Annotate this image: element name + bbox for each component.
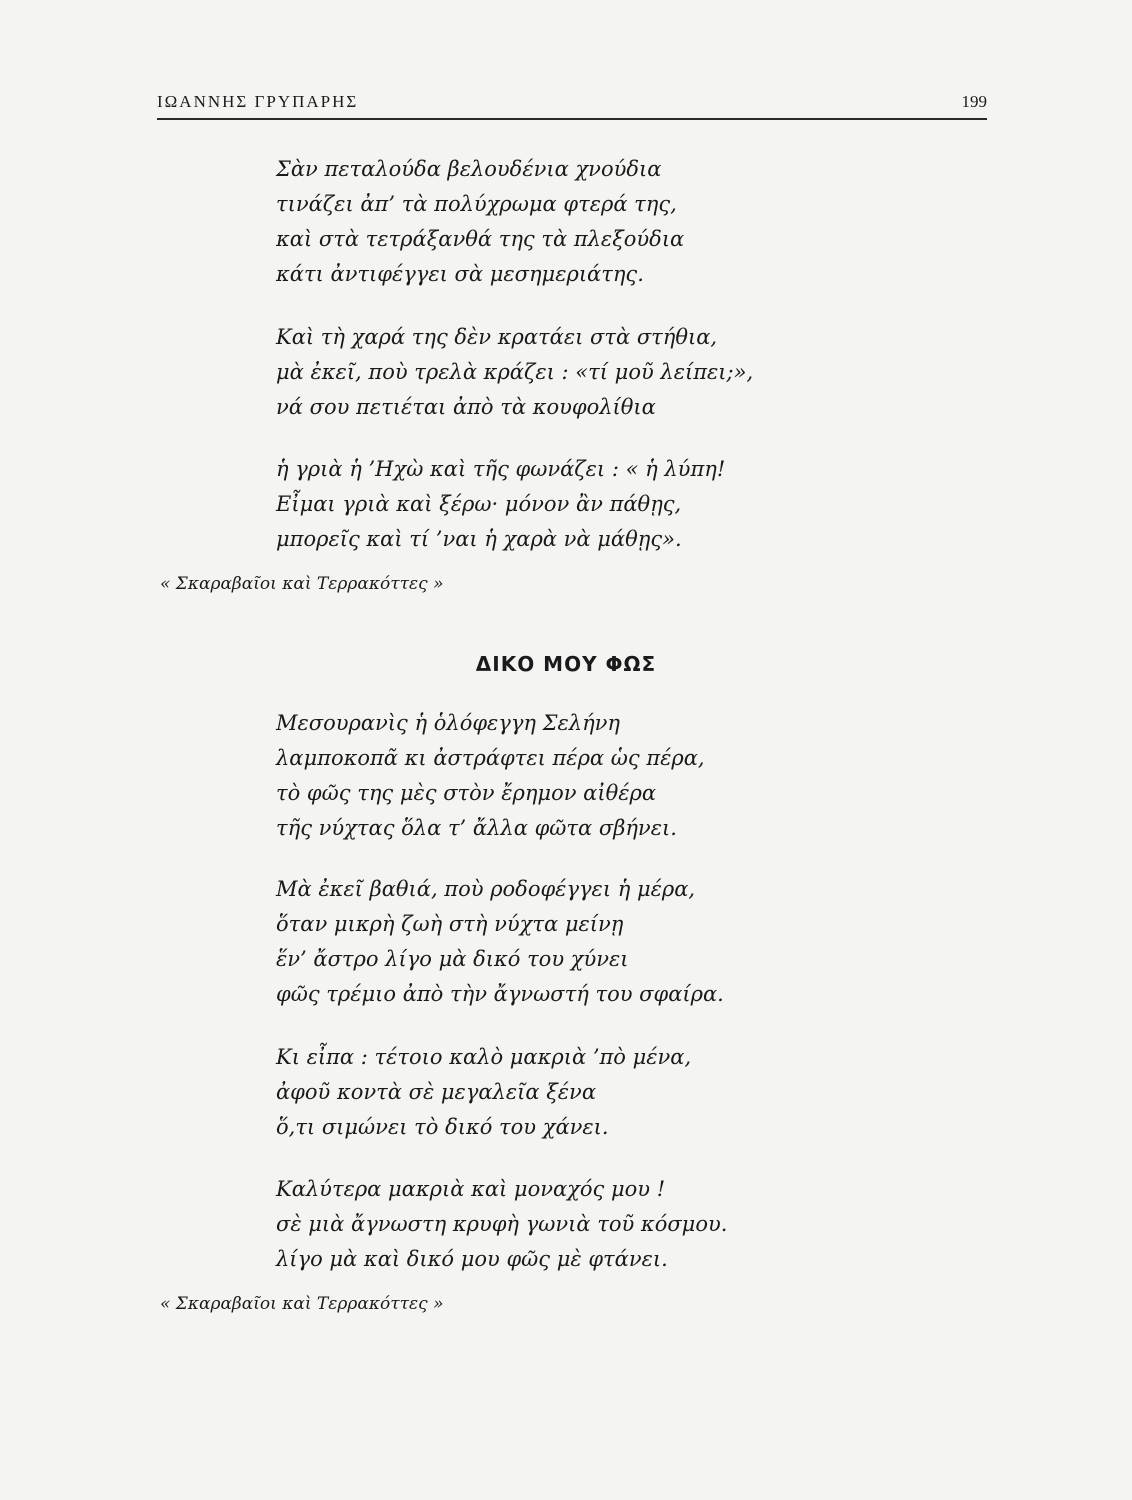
verse-line: σὲ μιὰ ἄγνωστη κρυφὴ γωνιὰ τοῦ κόσμου. [276,1212,728,1236]
running-header [157,92,987,122]
poem1-source: « Σκαραβαῖοι καὶ Τερρακόττες » [160,574,444,594]
verse-line: μπορεῖς καὶ τί ’ναι ἡ χαρὰ νὰ μάθῃς». [276,527,682,551]
verse-line: καὶ στὰ τετράξανθά της τὰ πλεξούδια [276,227,685,251]
verse-line: Καὶ τὴ χαρά της δὲν κρατάει στὰ στήθια, [276,325,718,349]
verse-line: μὰ ἐκεῖ, ποὺ τρελὰ κράζει : «τί μοῦ λείπει;», [276,360,754,384]
verse-line: ὅταν μικρὴ ζωὴ στὴ νύχτα μείνῃ [276,912,624,936]
verse-line: τῆς νύχτας ὅλα τ’ ἄλλα φῶτα σβήνει. [276,816,677,840]
verse-line: κάτι ἀντιφέγγει σὰ μεσημεριάτης. [276,262,644,286]
header-author: ΙΩΑΝΝΗΣ ΓΡΥΠΑΡΗΣ [157,92,359,111]
verse-line: ἕν’ ἄστρο λίγο μὰ δικό του χύνει [276,947,629,971]
poem2-stanza-4 [276,1172,727,1277]
poem2-stanza-2 [276,872,724,1012]
poem1-stanza-1 [276,152,684,292]
verse-line: ἀφοῦ κοντὰ σὲ μεγαλεῖα ξένα [276,1080,597,1104]
verse-line: Καλύτερα μακριὰ καὶ μοναχός μου ! [276,1177,666,1201]
verse-line: φῶς τρέμιο ἀπὸ τὴν ἄγνωστή του σφαίρα. [276,982,724,1006]
poem-title: ΔΙΚΟ ΜΟΥ ΦΩΣ [475,652,657,676]
verse-line: Μεσουρανὶς ἡ ὁλόφεγγη Σελήνη [276,711,621,735]
verse-line: ἡ γριὰ ἡ ’Ηχὼ καὶ τῆς φωνάζει : « ἡ λύπη! [276,457,726,481]
poem1-stanza-2 [276,320,753,425]
verse-line: λαμποκοπᾶ κι ἀστράφτει πέρα ὡς πέρα, [276,746,705,770]
verse-line: τινάζει ἀπ’ τὰ πολύχρωμα φτερά της, [276,192,677,216]
verse-line: Κι εἶπα : τέτοιο καλὸ μακριὰ ’πὸ μένα, [276,1045,692,1069]
page-number: 199 [961,92,987,111]
poem2-stanza-1 [276,706,705,846]
poem1-stanza-3 [276,452,725,557]
verse-line: λίγο μὰ καὶ δικό μου φῶς μὲ φτάνει. [276,1247,668,1271]
poem2-source: « Σκαραβαῖοι καὶ Τερρακόττες » [160,1294,444,1314]
verse-line: Μὰ ἐκεῖ βαθιά, ποὺ ροδοφέγγει ἡ μέρα, [276,877,696,901]
verse-line: ὅ,τι σιμώνει τὸ δικό του χάνει. [276,1115,609,1139]
poem2-stanza-3 [276,1040,691,1145]
verse-line: νά σου πετιέται ἀπὸ τὰ κουφολίθια [276,395,656,419]
verse-line: τὸ φῶς της μὲς στὸν ἔρημον αἰθέρα [276,781,657,805]
header-rule [157,118,987,120]
verse-line: Εἶμαι γριὰ καὶ ξέρω· μόνον ἂν πάθῃς, [276,492,682,516]
verse-line: Σὰν πεταλούδα βελουδένια χνούδια [276,157,662,181]
